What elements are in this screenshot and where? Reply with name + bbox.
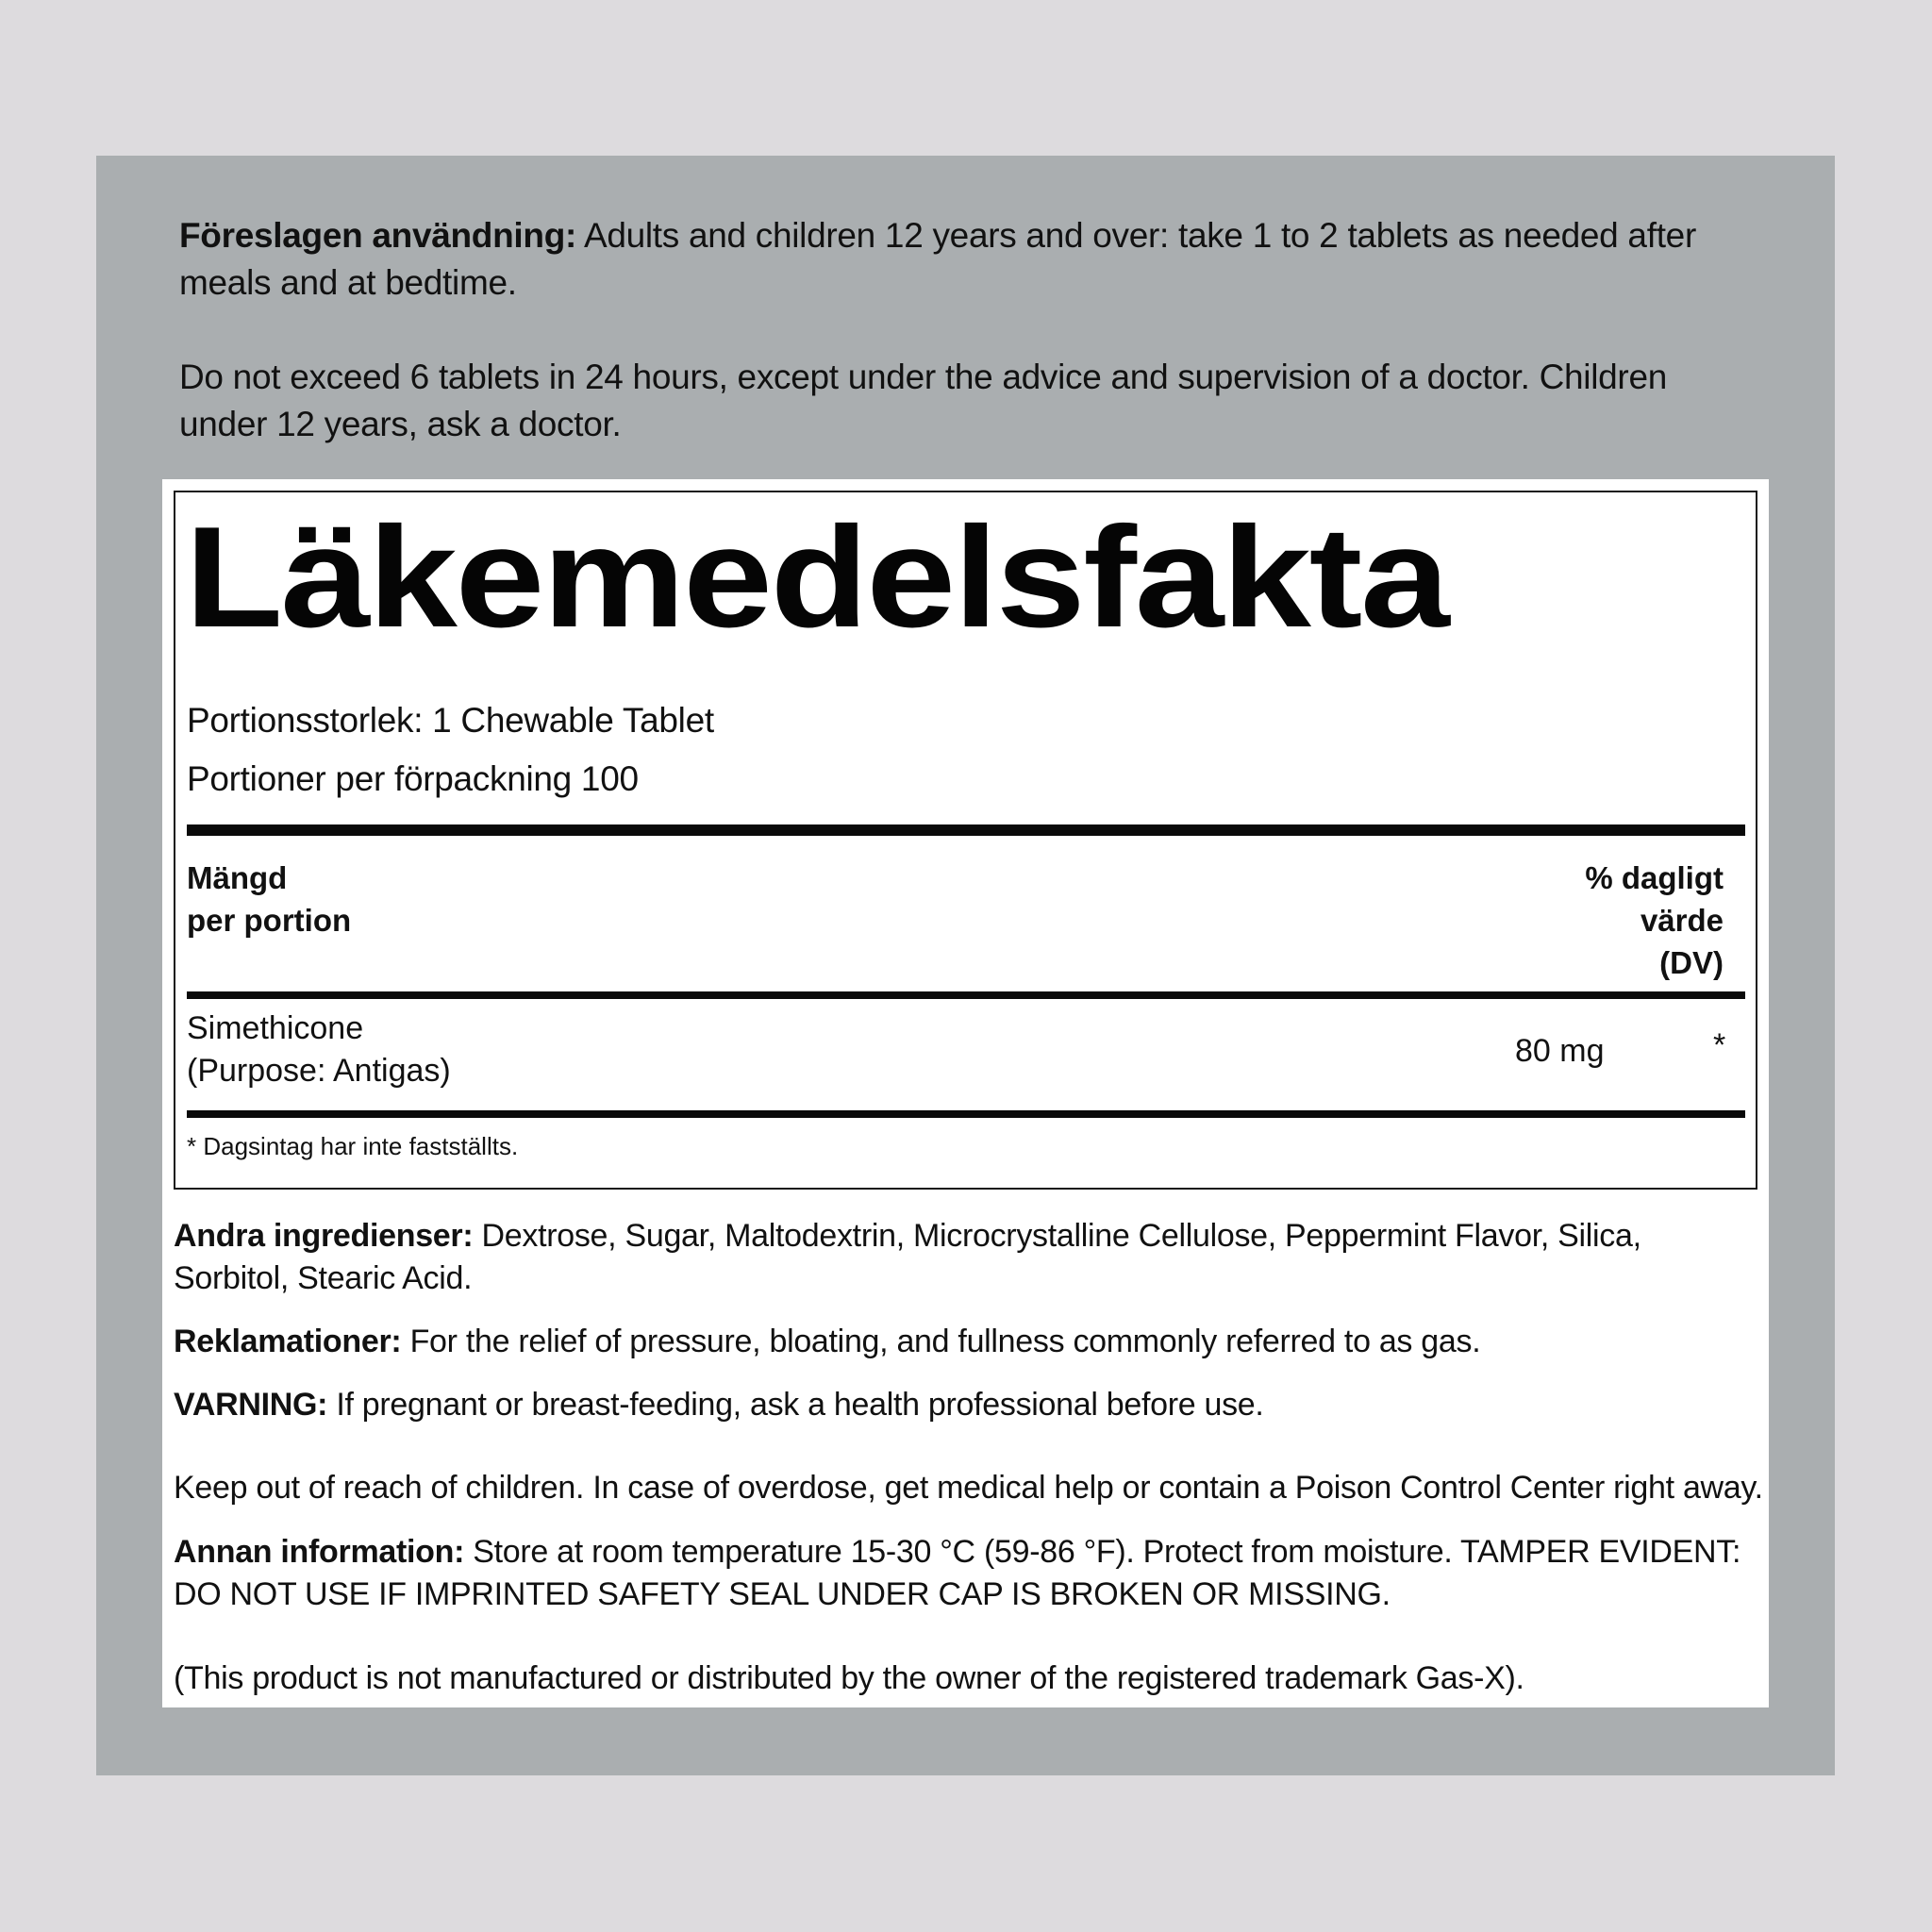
ingredient-purpose: (Purpose: Antigas) [187,1053,451,1089]
header-dv: (DV) [1659,945,1724,980]
label-panel [96,156,1835,1775]
servings-per-container: Portioner per förpackning 100 [187,759,639,798]
keep-out-notice: Keep out of reach of children. In case of overdose, get medical help or contain a Poison Control Center right away. [174,1470,1763,1506]
other-ingredients-text: Dextrose, Sugar, Maltodextrin, Microcrystalline Cellulose, Peppermint Flavor, Silica, Sorbitol, Stearic Acid. [174,1218,1641,1296]
ingredient-name: Simethicone [187,1010,364,1046]
other-information [174,1531,1763,1616]
daily-value-header [1585,857,1724,984]
footnote: * Dagsintag har inte fastställts. [187,1132,519,1160]
ingredient-amount: 80 mg [1515,1033,1605,1069]
claims [174,1321,1763,1363]
other-information-label: Annan information: [174,1534,465,1570]
header-amount: Mängd [187,860,288,895]
label-sheet [162,479,1769,1707]
suggested-use-paragraph [179,212,1764,307]
dosage-warning: Do not exceed 6 tablets in 24 hours, except under the advice and supervision of a doctor. Children under 12 years, ask a doctor. [179,358,1667,443]
ingredient-dv: * [1713,1027,1726,1063]
header-value: värde [1640,903,1724,938]
claims-label: Reklamationer: [174,1324,402,1359]
other-ingredients [174,1215,1763,1300]
amount-per-serving-header [187,857,351,941]
suggested-use-label: Föreslagen användning: [179,216,577,255]
header-per-serving: per portion [187,903,352,938]
drug-facts-box [174,491,1757,1190]
divider-middle [187,991,1745,999]
header-daily: % dagligt [1585,860,1724,895]
other-information-text: Store at room temperature 15-30 °C (59-86 °F). Protect from moisture. TAMPER EVIDENT: DO NOT USE IF IMPRINTED SAFETY SEAL UNDER CAP IS BROKEN OR MISSING. [174,1534,1741,1612]
warning-label: VARNING: [174,1387,328,1423]
warning-text: If pregnant or breast-feeding, ask a health professional before use. [327,1387,1264,1423]
thick-divider-top [187,824,1745,836]
ingredient-row [187,1008,451,1092]
drug-facts-title: Läkemedelsfakta [185,497,1448,658]
suggested-use-section [179,212,1764,448]
other-ingredients-label: Andra ingredienser: [174,1218,474,1254]
claims-text: For the relief of pressure, bloating, and fullness commonly referred to as gas. [401,1324,1481,1359]
serving-size: Portionsstorlek: 1 Chewable Tablet [187,701,714,740]
divider-bottom [187,1110,1745,1118]
trademark-disclaimer: (This product is not manufactured or distributed by the owner of the registered trademark Gas-X). [174,1660,1524,1696]
warning [174,1384,1763,1426]
suggested-use-text: Adults and children 12 years and over: take 1 to 2 tablets as needed after meals and at bedtime. [179,216,1696,302]
